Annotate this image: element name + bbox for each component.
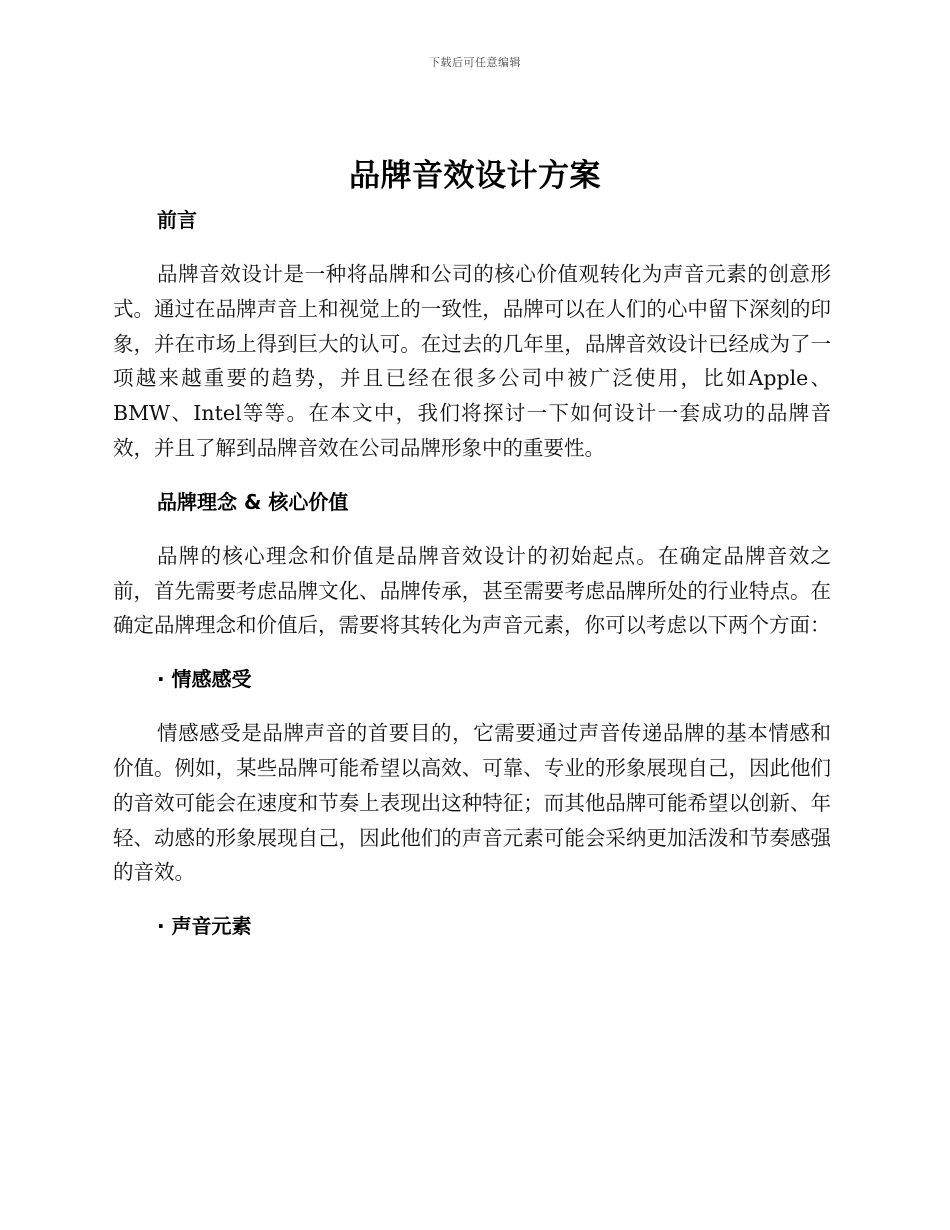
document-title: 品牌音效设计方案 bbox=[349, 158, 601, 194]
paragraph-core-values: 品牌的核心理念和价值是品牌音效设计的初始起点。在确定品牌音效之前，首先需要考虑品牌文化、品牌传承，甚至需要考虑品牌所处的行业特点。在确定品牌理念和价值后，需要将其转化为声音元素，你可以考虑以下两个方面： bbox=[113, 543, 831, 638]
section-heading-sound-elements: · 声音元素 bbox=[157, 914, 252, 939]
header-note: 下载后可任意编辑 bbox=[429, 56, 521, 69]
paragraph-preface: 品牌音效设计是一种将品牌和公司的核心价值观转化为声音元素的创意形式。通过在品牌声音上和视觉上的一致性，品牌可以在人们的心中留下深刻的印象，并在市场上得到巨大的认可。在过去的几年里，品牌音效设计已经成为了一项越来越重要的趋势，并且已经在很多公司中被广泛使用，比如Apple、BMW、Intel等等。在本文中，我们将探讨一下如何设计一套成功的品牌音效，并且了解到品牌音效在公司品牌形象中的重要性。 bbox=[113, 262, 831, 460]
paragraph-emotion: 情感感受是品牌声音的首要目的，它需要通过声音传递品牌的基本情感和价值。例如，某些品牌可能希望以高效、可靠、专业的形象展现自己，因此他们的音效可能会在速度和节奏上表现出这种特征；而其他品牌可能希望以创新、年轻、动感的形象展现自己，因此他们的声音元素可能会采纳更加活泼和节奏感强的音效。 bbox=[113, 721, 831, 885]
document-body bbox=[113, 203, 831, 963]
section-heading-preface: 前言 bbox=[157, 208, 197, 232]
section-heading-core-values: 品牌理念 & 核心价值 bbox=[157, 489, 349, 514]
section-heading-emotion: · 情感感受 bbox=[157, 667, 252, 692]
